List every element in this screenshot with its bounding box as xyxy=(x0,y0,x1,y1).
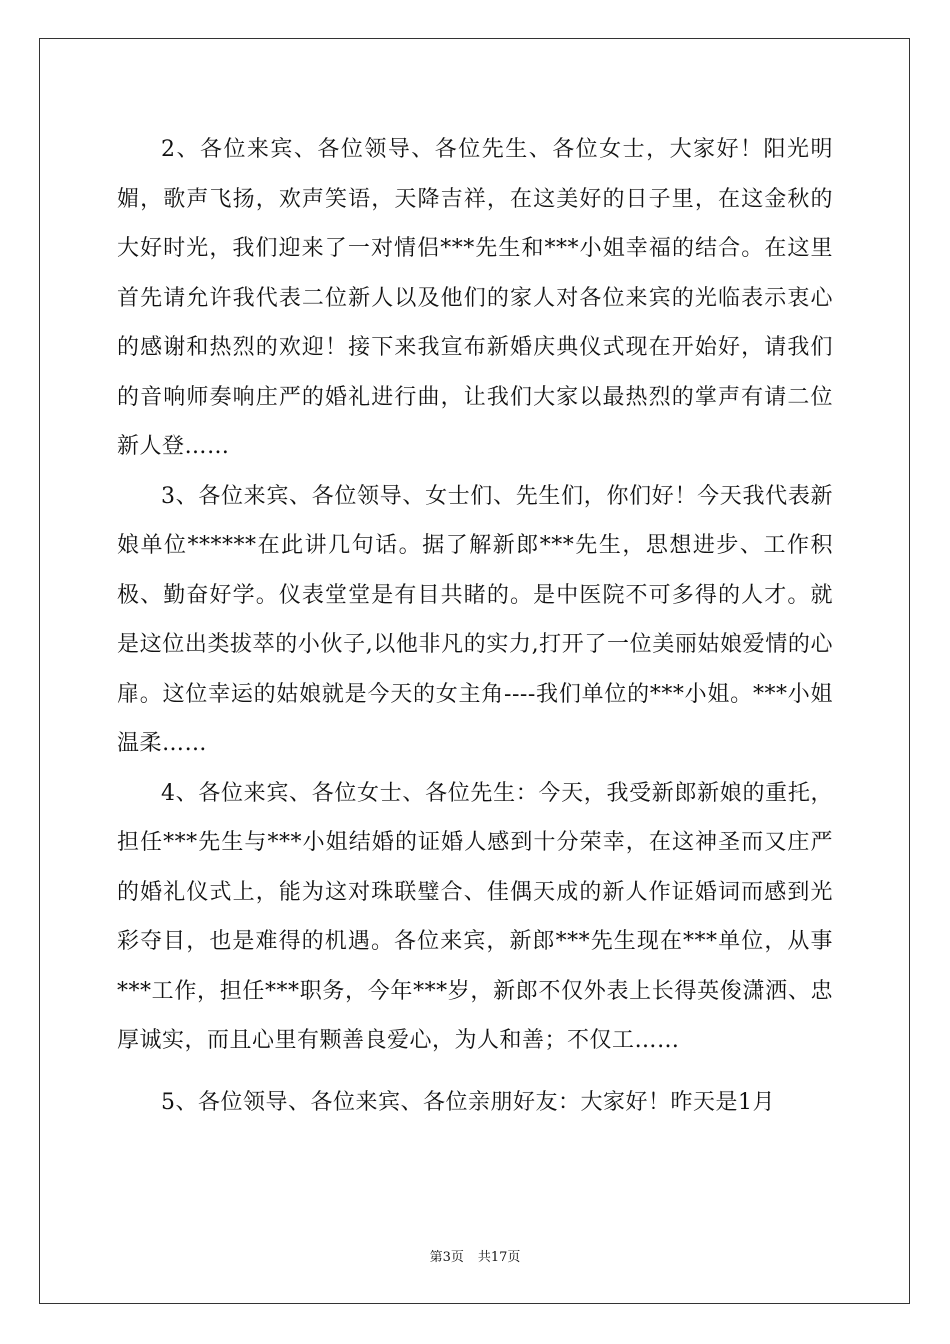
page-total: 共17页 xyxy=(477,1250,521,1265)
paragraph-4: 4、各位来宾、各位女士、各位先生：今天，我受新郎新娘的重托，担任***先生与***小姐结婚的证婚人感到十分荣幸，在这神圣而又庄严的婚礼仪式上，能为这对珠联璧合、佳偶天成的新人作证婚词而感到光彩夺目，也是难得的机遇。各位来宾，新郎***先生现在***单位，从事***工作，担任***职务，今年***岁，新郎不仅外表上长得英俊潇洒、忠厚诚实，而且心里有颗善良爱心，为人和善；不仅工…… xyxy=(117,780,833,1053)
paragraph-3: 3、各位来宾、各位领导、女士们、先生们，你们好！今天我代表新娘单位******在此讲几句话。据了解新郎***先生，思想进步、工作积极、勤奋好学。仪表堂堂是有目共睹的。是中医院不可多得的人才。就是这位出类拔萃的小伙子,以他非凡的实力,打开了一位美丽姑娘爱情的心扉。这位幸运的姑娘就是今天的女主角----我们单位的***小姐。***小姐温柔…… xyxy=(117,483,833,756)
paragraph-2: 2、各位来宾、各位领导、各位先生、各位女士，大家好！阳光明媚，歌声飞扬，欢声笑语，天降吉祥，在这美好的日子里，在这金秋的大好时光，我们迎来了一对情侣***先生和***小姐幸福的结合。在这里首先请允许我代表二位新人以及他们的家人对各位来宾的光临表示衷心的感谢和热烈的欢迎！接下来我宣布新婚庆典仪式现在开始好，请我们的音响师奏响庄严的婚礼进行曲，让我们大家以最热烈的掌声有请二位新人登…… xyxy=(117,137,833,459)
document-body xyxy=(117,125,833,1127)
page-footer xyxy=(0,1246,950,1265)
paragraph-5: 5、各位领导、各位来宾、各位亲朋好友：大家好！昨天是1月 xyxy=(161,1089,775,1115)
page-number: 第3页 xyxy=(429,1250,464,1265)
